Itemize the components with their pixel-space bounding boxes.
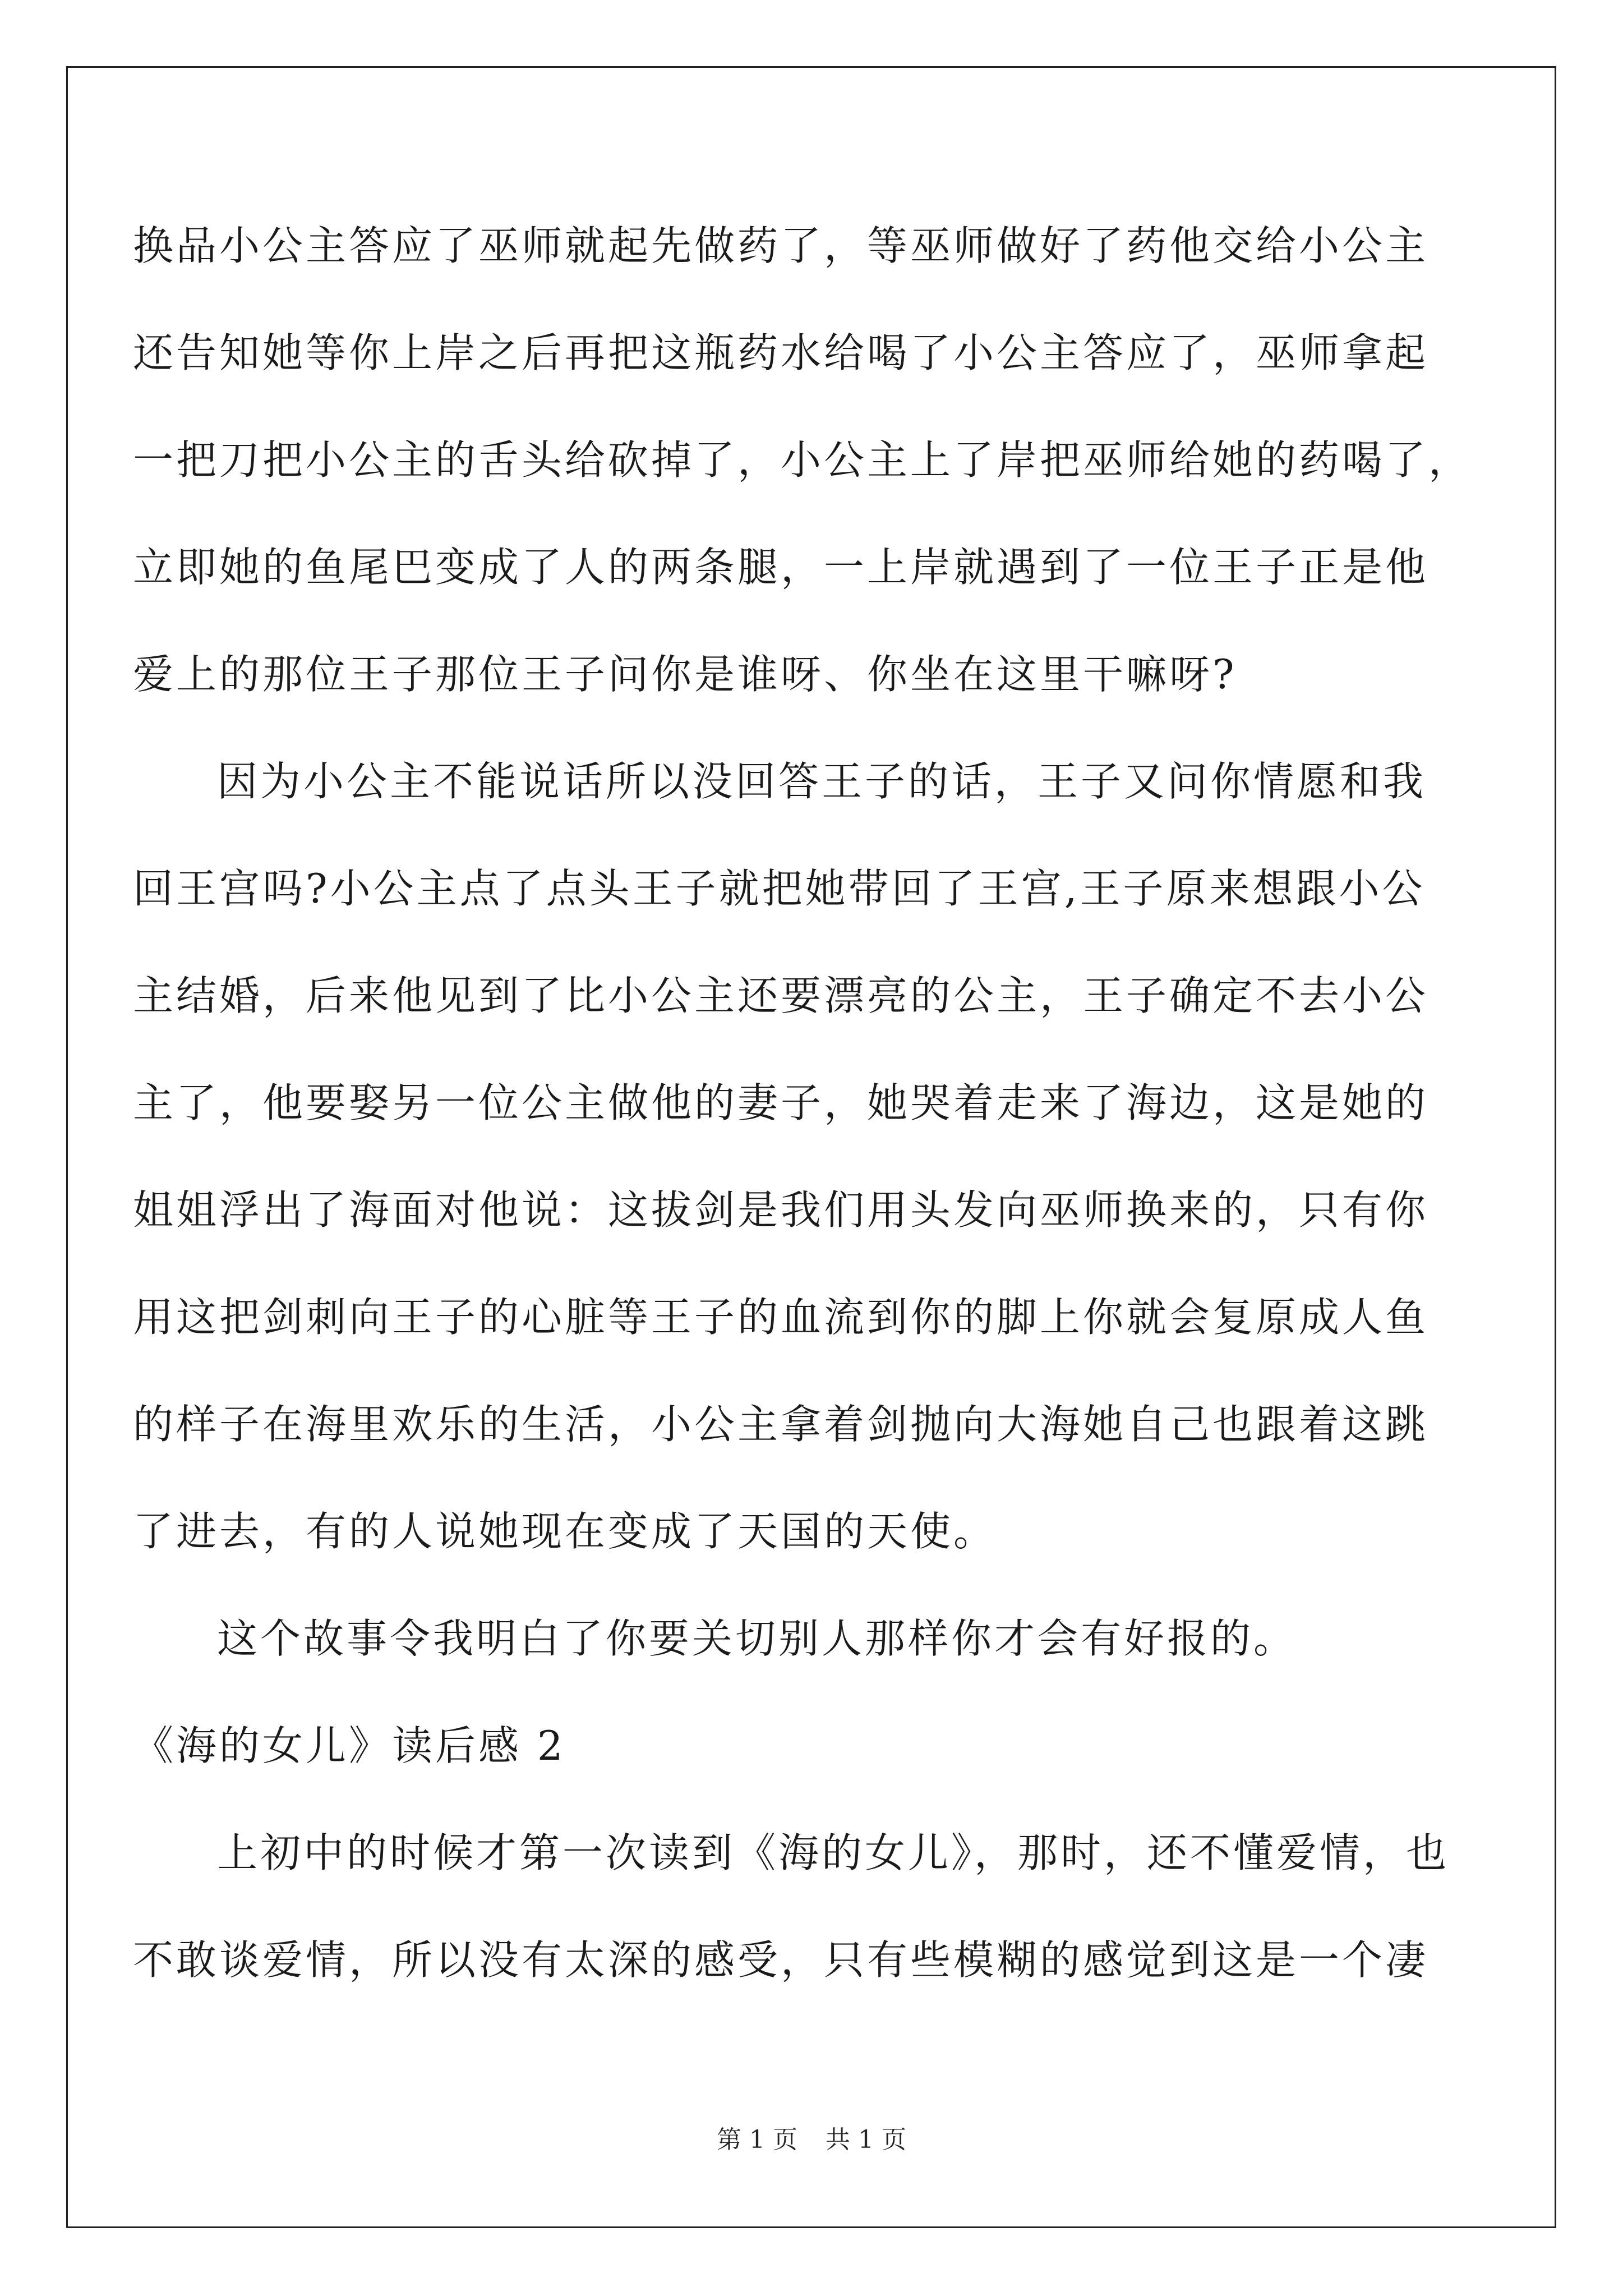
page-footer [0,2119,1623,2155]
text-line: 不敢谈爱情，所以没有太深的感受，只有些模糊的感觉到这是一个凄 [133,1936,1429,1984]
document-body [133,218,1492,2039]
text-line: 一把刀把小公主的舌头给砍掉了，小公主上了岸把巫师给她的药喝了， [133,436,1472,484]
text-line: 换品小公主答应了巫师就起先做药了，等巫师做好了药他交给小公主 [133,222,1429,269]
text-line: 的样子在海里欢乐的生活，小公主拿着剑抛向大海她自己也跟着这跳 [133,1401,1429,1448]
text-line: 爱上的那位王子那位王子问你是谁呀、你坐在这里干嘛呀? [133,651,1237,698]
text-line: 用这把剑刺向王子的心脏等王子的血流到你的脚上你就会复原成人鱼 [133,1294,1429,1341]
paragraph-start-line: 上初中的时候才第一次读到《海的女儿》，那时，还不懂爱情，也 [217,1829,1450,1876]
text-line: 主结婚，后来他见到了比小公主还要漂亮的公主，王子确定不去小公 [133,972,1429,1019]
text-line: 姐姐浮出了海面对他说：这拔剑是我们用头发向巫师换来的，只有你 [133,1186,1429,1234]
text-line: 了进去，有的人说她现在变成了天国的天使。 [133,1508,997,1555]
section-heading: 《海的女儿》读后感 2 [133,1722,566,1769]
paragraph-start-line: 因为小公主不能说话所以没回答王子的话，王子又问你情愿和我 [217,758,1427,805]
paragraph-start-line: 这个故事令我明白了你要关切别人那样你才会有好报的。 [217,1615,1297,1662]
total-pages: 共 1 页 [826,2125,906,2154]
text-line: 立即她的鱼尾巴变成了人的两条腿，一上岸就遇到了一位王子正是他 [133,544,1429,591]
text-line: 回王宫吗?小公主点了点头王子就把她带回了王宫,王子原来想跟小公 [133,865,1426,912]
text-line: 还告知她等你上岸之后再把这瓶药水给喝了小公主答应了，巫师拿起 [133,329,1429,376]
text-line: 主了，他要娶另一位公主做他的妻子，她哭着走来了海边，这是她的 [133,1079,1429,1126]
page-number: 第 1 页 [717,2125,797,2154]
